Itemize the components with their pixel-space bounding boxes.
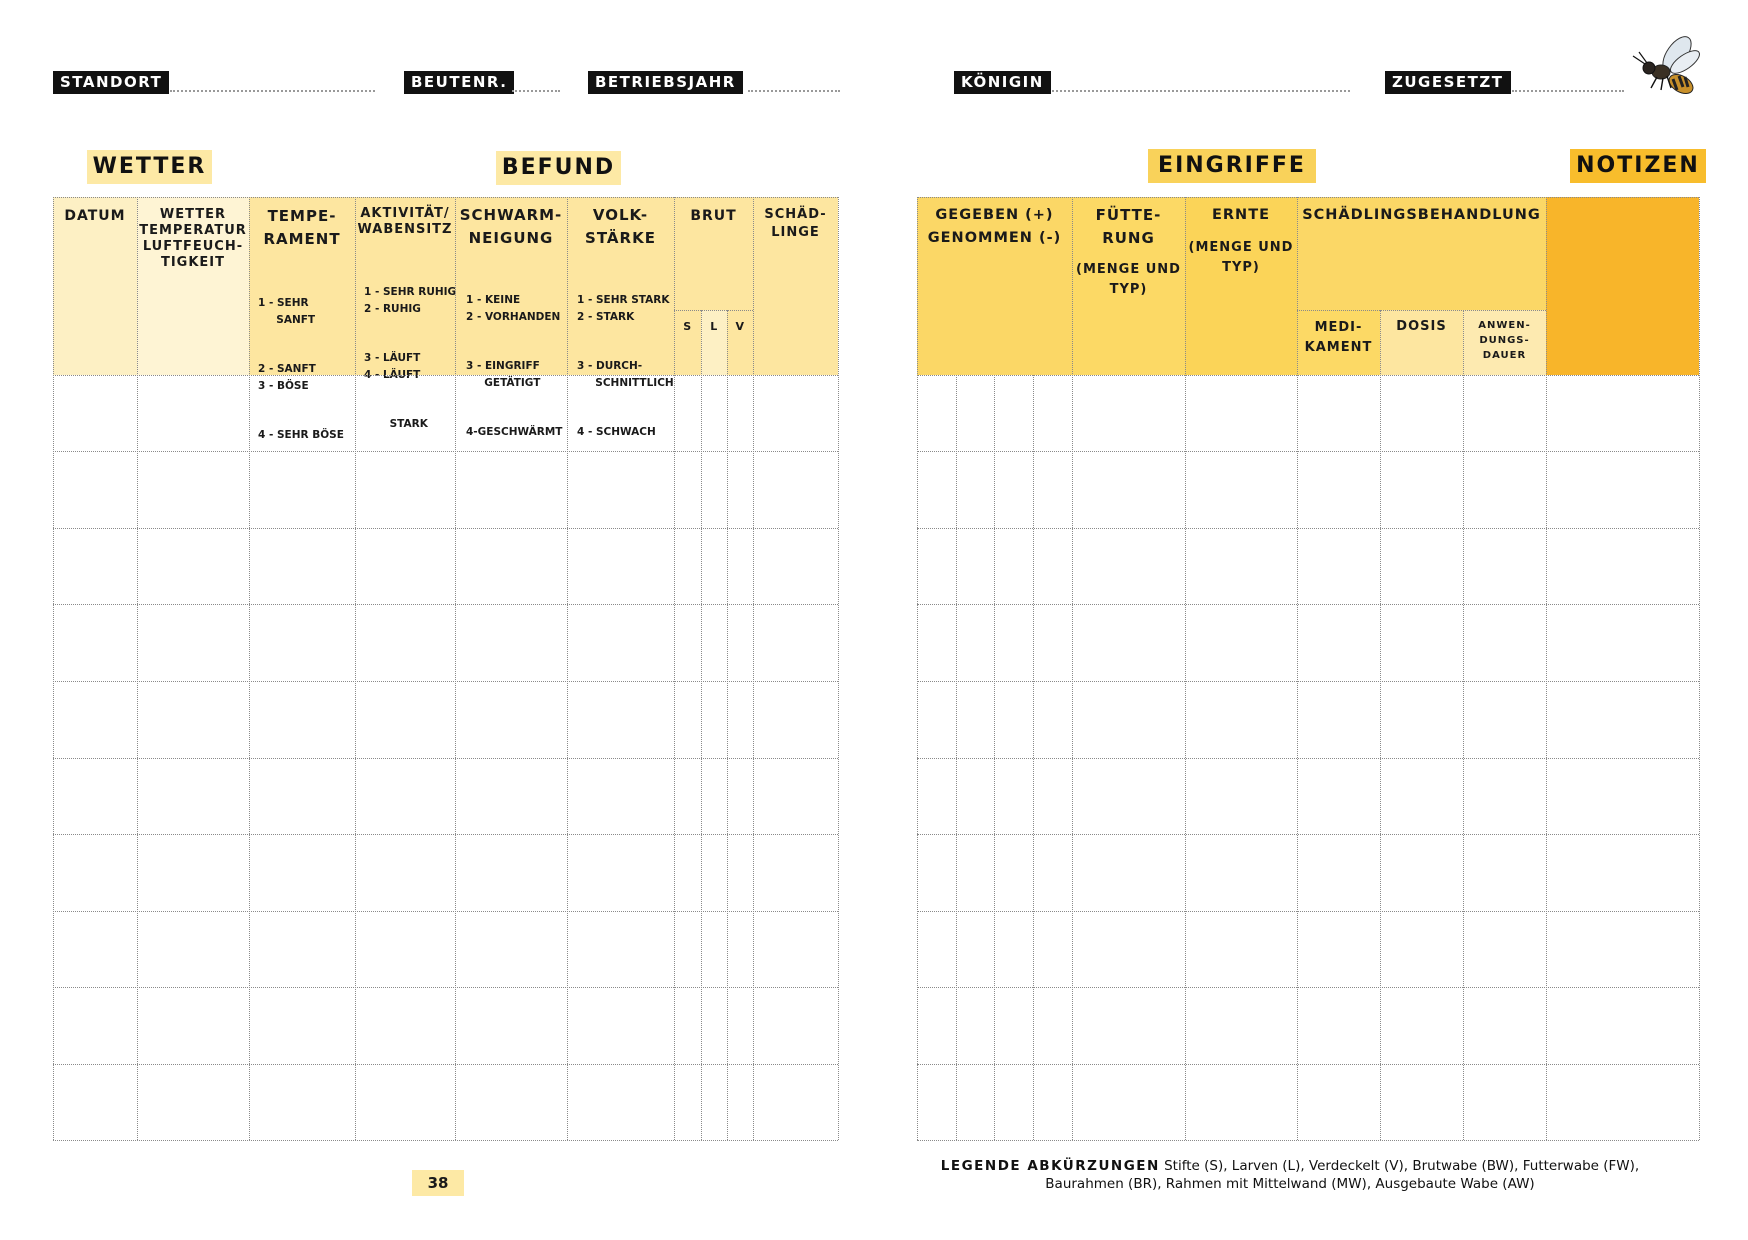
header-temperament: TEMPE- RAMENT [263,207,341,248]
legend-abbreviations [930,1157,1650,1193]
header-schaedlinge: SCHÄD- LINGE [764,207,827,240]
legend-temperament: 1 - SEHR SANFT 2 - SANFT 3 - BÖSE 4 - SEHR BÖSE [258,297,344,441]
label-betriebsjahr: BETRIEBSJAHR [588,71,743,94]
field-beutennr[interactable] [512,90,560,92]
header-wetter: WETTER TEMPERATUR LUFTFEUCH- TIGKEIT [139,207,247,270]
page-number: 38 [412,1170,464,1196]
label-zugesetzt: ZUGESETZT [1385,71,1511,94]
header-brut: BRUT [690,208,737,224]
label-standort: STANDORT [53,71,169,94]
legend-aktivitaet: 1 - SEHR RUHIG 2 - RUHIG 3 - LÄUFT 4 - LÄUFT STARK [364,286,457,430]
header-gegeben: GEGEBEN (+) GENOMMEN (-) [927,207,1062,246]
field-betriebsjahr[interactable] [748,90,840,92]
field-standort[interactable] [170,90,375,92]
header-brut-v: V [735,320,745,333]
field-koenigin[interactable] [1052,90,1350,92]
header-ernte: ERNTE [1211,207,1270,223]
header-ernte-sub: (MENGE UND TYP) [1188,240,1294,275]
section-befund: BEFUND [496,151,621,185]
label-koenigin: KÖNIGIN [954,71,1051,94]
section-eingriffe: EINGRIFFE [1148,149,1316,183]
field-zugesetzt[interactable] [1512,90,1624,92]
header-fuetterung-sub: (MENGE UND TYP) [1076,262,1181,297]
header-volkstaerke: VOLK- STÄRKE [585,206,656,247]
header-schaedlingsbehandlung: SCHÄDLINGSBEHANDLUNG [1302,207,1541,223]
bee-illustration [1625,32,1705,104]
legend-line-2: Baurahmen (BR), Rahmen mit Mittelwand (MW), Ausgebaute Wabe (AW) [1045,1176,1535,1192]
legend-line-1: Stifte (S), Larven (L), Verdeckelt (V), Brutwabe (BW), Futterwabe (FW), [1159,1158,1640,1174]
label-beutennr: BEUTENR. [404,71,514,94]
header-brut-l: L [710,320,718,333]
header-fuetterung: FÜTTE- RUNG [1095,206,1162,247]
header-aktivitaet: AKTIVITÄT/ WABENSITZ [357,206,453,237]
header-bg-notizen [1546,197,1699,375]
section-notizen: NOTIZEN [1570,149,1706,183]
legend-volkstaerke: 1 - SEHR STARK 2 - STARK 3 - DURCH- SCHNITTLICH 4 - SCHWACH [577,294,674,438]
header-datum: DATUM [64,208,126,224]
legend-title: LEGENDE ABKÜRZUNGEN [940,1158,1160,1174]
header-anwendungsdauer: ANWEN- DUNGS- DAUER [1478,320,1531,361]
header-schwarmneigung: SCHWARM- NEIGUNG [459,206,563,247]
header-medikament: MEDI- KAMENT [1304,320,1373,355]
section-wetter: WETTER [87,150,212,184]
legend-schwarmneigung: 1 - KEINE 2 - VORHANDEN 3 - EINGRIFF GETÄTIGT 4-GESCHWÄRMT [466,294,563,438]
header-dosis: DOSIS [1396,319,1447,334]
header-brut-s: S [683,320,692,333]
